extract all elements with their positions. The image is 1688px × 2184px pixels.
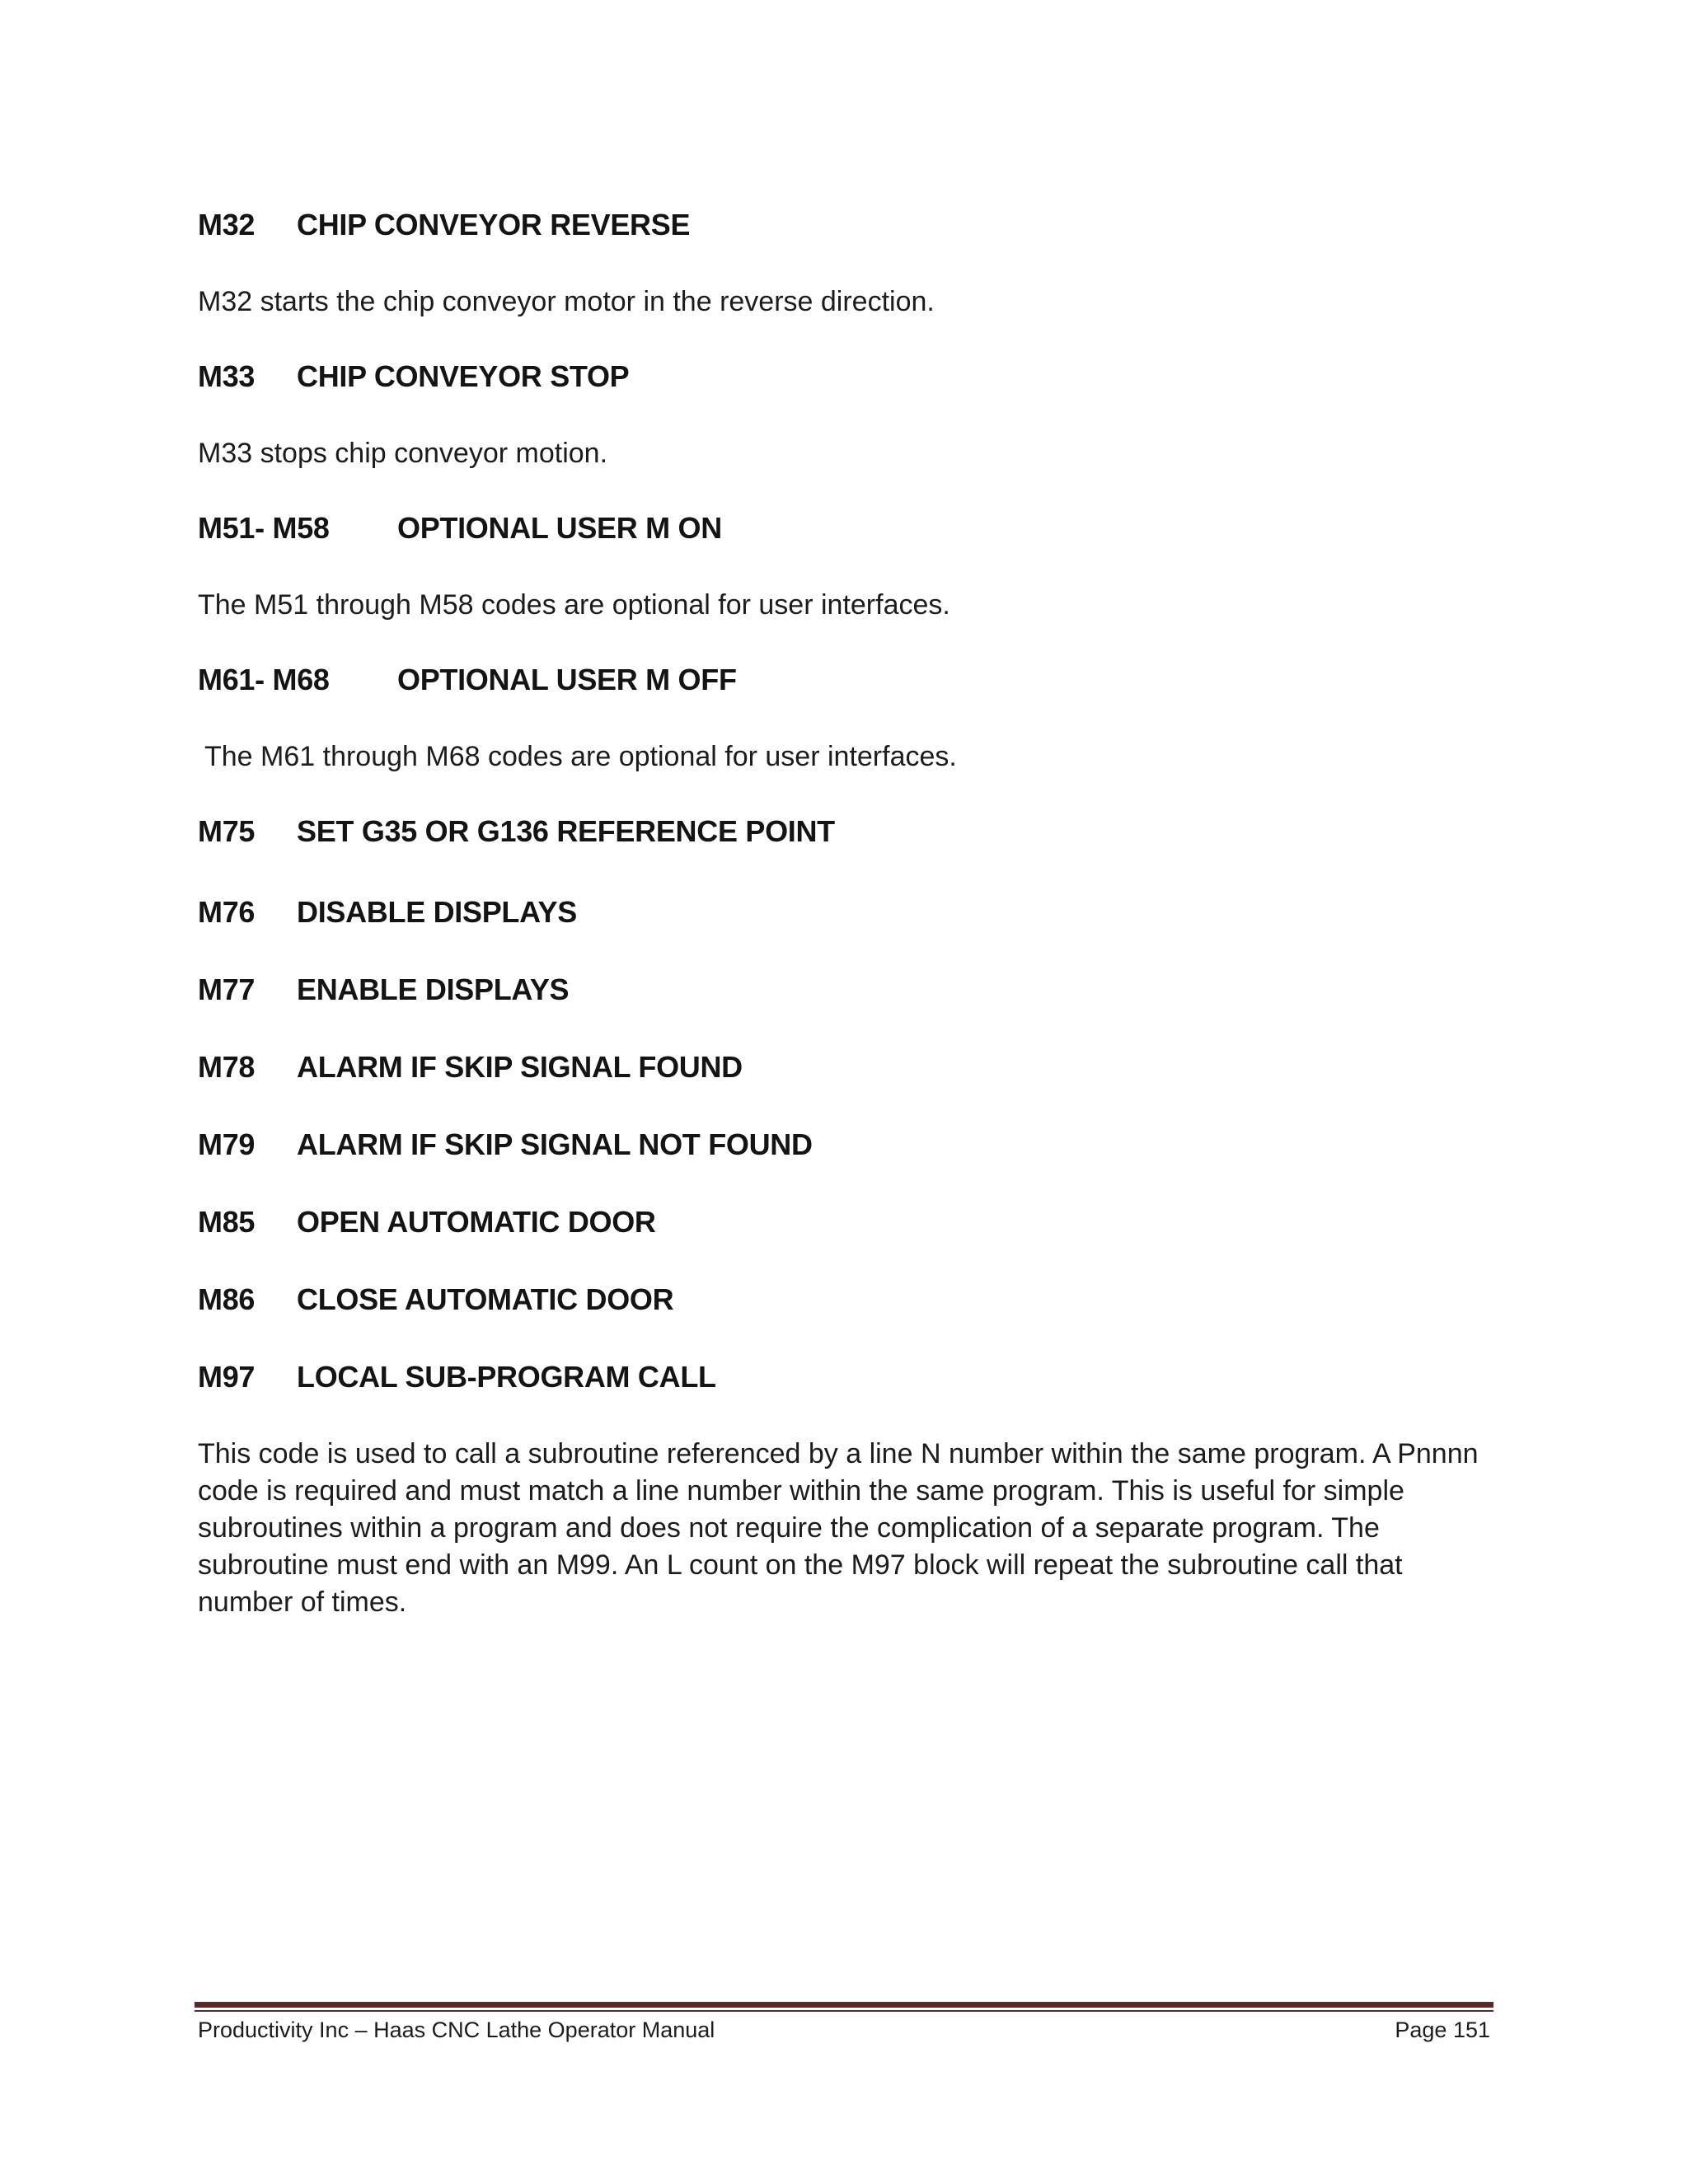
section-text-m51-m58: The M51 through M58 codes are optional for user interfaces. <box>198 589 950 621</box>
footer-divider-thin <box>195 2010 1493 2012</box>
m-code: M75 <box>198 814 256 848</box>
m-code: M76 <box>198 895 256 929</box>
m-code: M78 <box>198 1050 256 1084</box>
section-heading-m76 <box>198 895 577 930</box>
m-code: M77 <box>198 972 256 1006</box>
m-code: M32 <box>198 208 256 241</box>
paragraph-line: subroutine must end with an M99. An L count on the M97 block will repeat the subroutine call that <box>198 1549 1403 1581</box>
section-title: CHIP CONVEYOR STOP <box>297 359 630 393</box>
m-code: M79 <box>198 1127 256 1161</box>
footer-divider <box>195 2002 1493 2008</box>
section-heading-m51-m58 <box>198 511 722 546</box>
section-heading-m85 <box>198 1205 656 1240</box>
paragraph-line: This code is used to call a subroutine referenced by a line N number within the same program. A Pnnnn <box>198 1438 1479 1469</box>
section-heading-m77 <box>198 972 569 1007</box>
section-title: ALARM IF SKIP SIGNAL NOT FOUND <box>297 1127 813 1161</box>
section-heading-m79 <box>198 1127 813 1162</box>
section-title: SET G35 OR G136 REFERENCE POINT <box>297 814 835 848</box>
paragraph-line: subroutines within a program and does not require the complication of a separate program. The <box>198 1512 1380 1544</box>
paragraph-line: number of times. <box>198 1586 407 1618</box>
paragraph-line: code is required and must match a line number within the same program. This is useful for simple <box>198 1475 1404 1507</box>
footer-manual-title: Productivity Inc – Haas CNC Lathe Operator Manual <box>198 2018 715 2042</box>
m-code: M85 <box>198 1205 256 1239</box>
section-text-m33: M33 stops chip conveyor motion. <box>198 438 608 469</box>
section-title: DISABLE DISPLAYS <box>297 895 577 929</box>
section-heading-m32 <box>198 208 690 242</box>
m-code: M61- M68 <box>198 663 330 696</box>
section-text-m61-m68: The M61 through M68 codes are optional for user interfaces. <box>204 741 957 772</box>
section-title: ALARM IF SKIP SIGNAL FOUND <box>297 1050 743 1084</box>
section-text-m97 <box>198 1436 1484 1621</box>
section-title: CHIP CONVEYOR REVERSE <box>297 208 691 241</box>
section-title: OPTIONAL USER M ON <box>397 511 722 545</box>
section-title: ENABLE DISPLAYS <box>297 972 570 1006</box>
section-text-m32: M32 starts the chip conveyor motor in the reverse direction. <box>198 286 935 317</box>
section-heading-m33 <box>198 359 629 394</box>
section-heading-m86 <box>198 1282 673 1317</box>
m-code: M33 <box>198 359 256 393</box>
section-heading-m75 <box>198 814 835 849</box>
section-title: LOCAL SUB-PROGRAM CALL <box>297 1360 716 1394</box>
section-heading-m78 <box>198 1050 743 1085</box>
section-heading-m61-m68 <box>198 663 737 697</box>
m-code: M97 <box>198 1360 256 1394</box>
section-title: CLOSE AUTOMATIC DOOR <box>297 1282 674 1316</box>
section-title: OPTIONAL USER M OFF <box>397 663 737 696</box>
footer-page-number: Page 151 <box>1395 2018 1490 2042</box>
m-code: M86 <box>198 1282 256 1316</box>
section-title: OPEN AUTOMATIC DOOR <box>297 1205 656 1239</box>
m-code: M51- M58 <box>198 511 330 545</box>
section-heading-m97 <box>198 1360 716 1394</box>
